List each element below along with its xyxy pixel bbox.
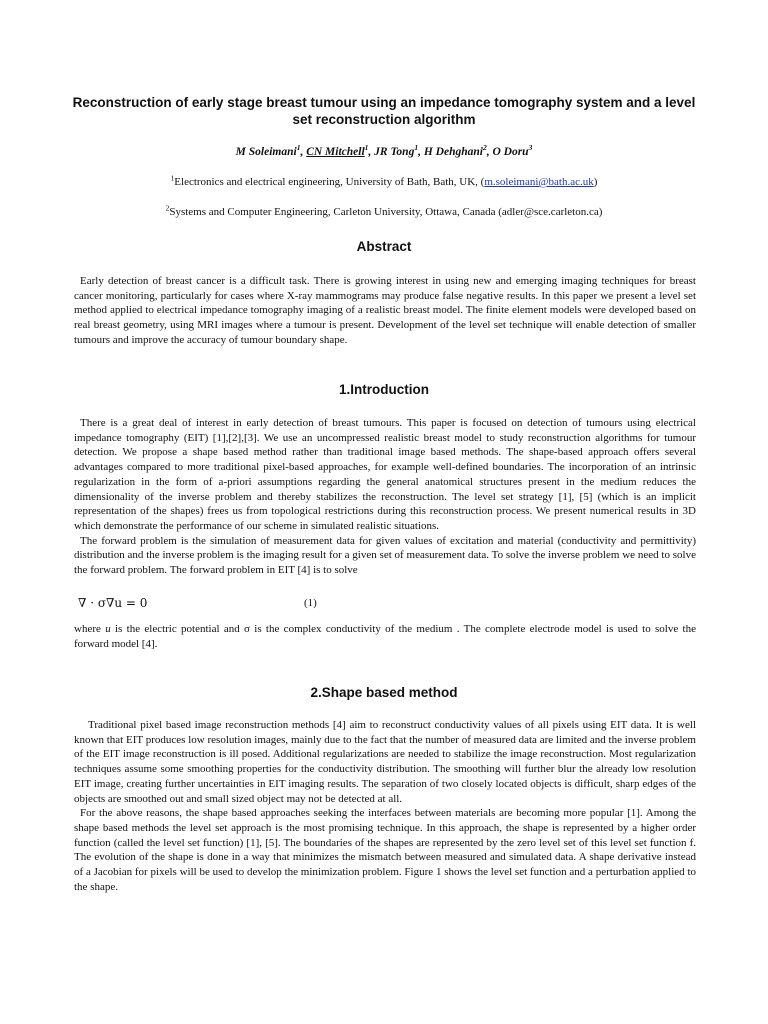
equation-1 (78, 596, 378, 610)
author-name: H Dehghani (423, 146, 483, 158)
introduction-paragraph-2: The forward problem is the simulation of measurement data for given values of excitation and material (conductivity and permittivity) distribution and the inverse problem is the imaging result for a given set of measurement data. To solve the inverse problem we need to solve the forward problem. The forward problem in EIT [4] is to solve (74, 534, 696, 577)
shape-method-paragraph-2: For the above reasons, the shape based approaches seeking the interfaces between materials are becoming more popular [1]. Among the shape based methods the level set approach is the most promising technique. In this approach, the shape is represented by a higher order function (called the level set function) [1], [5]. The boundaries of the shapes are represented by the zero level set of this level set function f. The evolution of the shape is done in a way that minimizes the mismatch between measured and simulated data. A shape derivative instead of a Jacobian for pixels will be used to develop the minimization problem. Figure 1 shows the level set function and a perturbation applied to the shape. (74, 807, 696, 893)
author-name: JR Tong (374, 146, 415, 158)
shape-method-paragraph-1: Traditional pixel based image reconstruction methods [4] aim to reconstruct conductivity values of all pixels using EIT data. It is well known that EIT produces low resolution images, mainly due to the fact that the number of measured data are limited and the inverse problem of the EIT image reconstruction is ill posed. Additional regularizations are needed to stabilize the image reconstruction. Most regularization techniques assume some smoothing properties for the conductivity distribution. The smoothing will further blur the already low resolution EIT image, creating further uncertainties in EIT imaging results. The separation of two closely located objects is difficult, sharp edges of the objects are smoothed out and small sized object may not be detected at all. (74, 719, 696, 805)
affiliation-text: Systems and Computer Engineering, Carleton University, Ottawa, Canada (adler@sce.carleton.ca) (169, 206, 603, 218)
symbol-u: u (105, 623, 111, 635)
abstract-paragraph: Early detection of breast cancer is a difficult task. There is growing interest in using new and emerging imaging techniques for breast cancer monitoring, particularly for cases where X-ray mammograms may produce false negative results. In this paper we present a level set method applied to electrical impedance tomography imaging of a realistic breast model. The finite element models were developed based on real breast geometry, using MRI images where a tumour is present. Development of the level set technique will enable detection of smaller tumours and improve the accuracy of tumour boundary shape. (74, 275, 696, 346)
paper-title: Reconstruction of early stage breast tumour using an impedance tomography system and a level set reconstruction algorithm (72, 95, 696, 127)
affiliation-mark: 2 (165, 203, 170, 213)
shape-method-body (74, 718, 696, 894)
introduction-body (74, 416, 696, 578)
introduction-paragraph-3 (74, 622, 696, 651)
text-run: is the complex conductivity of the medium . The complete electrode model is used to solve the forward model [4]. (74, 623, 696, 650)
text-run: where (74, 623, 106, 635)
affiliation-2 (70, 203, 698, 218)
abstract-body (74, 274, 696, 348)
shape-method-heading: 2.Shape based method (310, 685, 458, 700)
email-link[interactable]: m.soleimani@bath.ac.uk (484, 176, 594, 188)
author-name: O Doru (492, 146, 529, 158)
author-affiliation-mark: 1 (296, 143, 301, 153)
author-affiliation-mark: 2 (482, 143, 487, 153)
affiliation-close: ) (593, 176, 598, 188)
author-affiliation-mark: 3 (528, 143, 533, 153)
abstract-heading: Abstract (356, 239, 412, 254)
affiliation-1 (70, 173, 698, 188)
affiliation-mark: 1 (170, 173, 175, 183)
author-affiliation-mark: 1 (414, 143, 419, 153)
equation-number: (1) (304, 597, 317, 609)
symbol-sigma: σ (244, 623, 250, 635)
affiliation-text: Electronics and electrical engineering, University of Bath, Bath, UK, ( (174, 176, 485, 188)
introduction-paragraph-1: There is a great deal of interest in early detection of breast tumours. This paper is focused on detection of tumours using electrical impedance tomography (EIT) [1],[2],[3]. We use an uncompressed realistic breast model to study reconstruction algorithms for tumour detection. We propose a shape based method rather than traditional image based methods. The shape-based approach offers several advantages compared to more traditional pixel-based approaches, for example well-defined boundaries. The incorporation of an intrinsic regularization in the form of a-priori assumptions regarding the general anatomical structures present in the medium reduces the dimensionality of the inverse problem and thereby stabilizes the reconstruction. The level set strategy [1], [5] (which is an implicit representation of the shapes) frees us from topological restrictions during this reconstruction process. We present numerical results in 3D which demonstrate the performance of our scheme in simulated realistic situations. (74, 417, 696, 532)
author-list: M Soleimani$^1$, CN Mitchell$^1$, JR Tong$^1$, H Dehghani$^2$, O Doru$^3$ (235, 143, 533, 158)
equation-expression: ∇ · σ∇u = 0 (78, 596, 148, 610)
text-run: is the electric potential and (110, 623, 245, 635)
introduction-heading: 1.Introduction (339, 382, 429, 397)
author-name-corresponding: CN Mitchell (306, 146, 365, 158)
author-affiliation-mark: 1 (364, 143, 369, 153)
introduction-body-continued (74, 622, 696, 651)
author-name: M Soleimani (235, 146, 297, 158)
